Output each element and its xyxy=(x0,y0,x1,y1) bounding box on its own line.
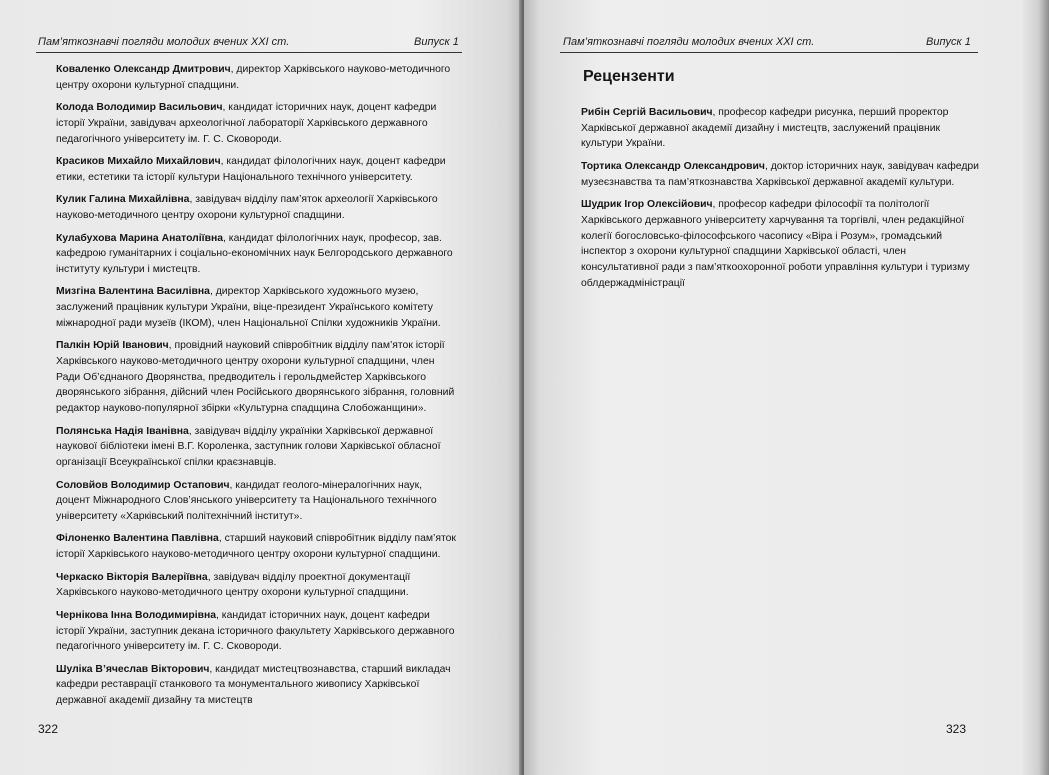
reviewer-entry: Рибін Сергій Васильович, професор кафедри рисунка, перший проректор Харківської державної академії дизайну і мистецтв, заслужений працівник культури України. xyxy=(581,107,949,150)
right-header-rule xyxy=(560,52,978,53)
author-entry: Мизгіна Валентина Василівна, директор Харківського художнього музею, заслужений працівник культури України, віце-президент Українського комітету міжнародної ради музеїв (ІКОМ), член Національної Спілки художників України. xyxy=(56,286,441,329)
author-entry: Полянська Надія Іванівна, завідувач відділу україніки Харківської державної наукової бібліотеки імені В.Г. Короленка, заступник голови Харківської обласної організації Всеукраїнської спілки краєзнавців. xyxy=(56,425,441,469)
author-entry: Красиков Михайло Михайлович, кандидат філологічних наук, доцент кафедри етики, естетики та історії культури Національного технічного університету. xyxy=(56,156,446,183)
author-entry: Чернікова Інна Володимирівна, кандидат історичних наук, доцент кафедри історії України, заступник декана історичного факультету Харківського державного педагогічного університету ім. Г. С. Сковороди. xyxy=(56,609,455,653)
left-header-title: Пам’яткознавчі погляди молодих вчених XXI ст. xyxy=(38,36,290,48)
author-entry: Черкаско Вікторія Валеріївна, завідувач відділу проектної документації Харківського науково-методичного центру охорони культурної спадщини. xyxy=(56,571,411,599)
reviewer-entry: Тортика Олександр Олександрович, доктор історичних наук, завідувач кафедри музеєзнавства та пам’яткознавства Харківської державної академії культури. xyxy=(581,160,979,188)
left-header-rule xyxy=(36,52,462,53)
author-entry: Соловйов Володимир Остапович, кандидат геолого-мінералогічних наук, доцент Міжнародного Слов’янського університету та Національного технічного університету «Харківський політехнічний інститут». xyxy=(56,479,437,522)
right-page-edge xyxy=(1023,0,1049,775)
author-entry: Філоненко Валентина Павлівна, старший науковий співробітник відділу пам’яток історії Харківського науково-методичного центру охорони культурної спадщини. xyxy=(56,533,456,561)
reviewer-entry: Шудрик Ігор Олексійович, професор кафедри філософії та політології Харківського державного університету харчування та торгівлі, член редакційної колегії богословсько-філософського часопису «Віра і Розум», громадський інспектор з охорони культурної спадщини Харківської області, член консультативної ради з пам’яткоохоронної роботи управління культури і туризму облдержадміністрації xyxy=(581,199,970,289)
author-list xyxy=(56,62,456,716)
right-page-number: 323 xyxy=(946,722,967,736)
right-header-title: Пам’яткознавчі погляди молодих вчених XXI ст. xyxy=(563,36,815,48)
author-entry: Кулик Галина Михайлівна, завідувач відділу пам’яток археології Харківського науково-методичного центру охорони культурної спадщини. xyxy=(56,194,438,222)
author-entry: Шуліка В’ячеслав Вікторович, кандидат мистецтвознавства, старший викладач кафедри реставрації станкового та монументального живопису Харківської державної академії дизайну та мистецтв xyxy=(56,663,451,707)
reviewer-list xyxy=(581,105,979,298)
left-page-number: 322 xyxy=(38,722,59,736)
author-entry: Палкін Юрій Іванович, провідний науковий співробітник відділу пам’яток історії Харківського науково-методичного центру охорони культурної спадщини, член Ради Об’єднаного Дворянства, предводитель і герольдмейстер Харківського дворянського зібрання, дійсний член Російського дворянського зібрання, головний редактор науково-популярної збірки «Культурна спадщина Слобожанщини». xyxy=(56,340,455,415)
right-header-issue: Випуск 1 xyxy=(926,36,971,48)
reviewers-heading: Рецензенти xyxy=(583,68,675,85)
left-header-issue: Випуск 1 xyxy=(414,36,459,48)
author-entry: Кулабухова Марина Анатоліївна, кандидат філологічних наук, професор, зав. кафедрою гуманітарних і соціально-економічних наук Белгородського державного інституту культури і мистецтв. xyxy=(56,232,453,275)
author-entry: Колода Володимир Васильович, кандидат історичних наук, доцент кафедри історії України, завідувач археологічної лабораторії Харківського державного педагогічного університету ім. Г. С. Сковороди. xyxy=(56,102,437,145)
left-page xyxy=(0,0,522,775)
author-entry: Коваленко Олександр Дмитрович, директор Харківського науково-методичного центру охорони культурної спадщини. xyxy=(56,64,451,91)
